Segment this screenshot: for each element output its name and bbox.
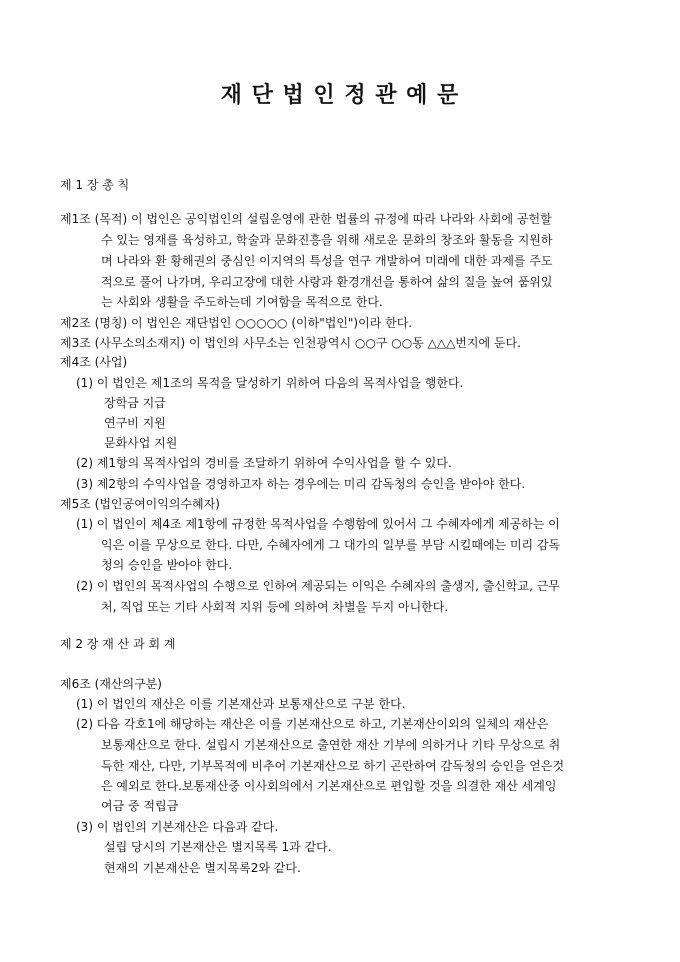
article-4-paragraph: (2) 제1항의 목적사업의 경비를 조달하기 위하여 수익사업을 할 수 있다. bbox=[76, 456, 452, 470]
article-6-paragraph: (3) 이 법인의 기본재산은 다음과 같다. bbox=[76, 820, 279, 834]
article-6-heading: 제6조 (재산의구분) bbox=[60, 677, 162, 691]
article-1-line: 는 사회와 생활을 주도하는데 기여함을 목적으로 한다. bbox=[101, 295, 383, 309]
article-1-line: 제1조 (목적) 이 법인은 공익법인의 설립운영에 관한 법률의 규정에 따라 나라와 사회에 공헌할 bbox=[60, 212, 552, 226]
article-5-heading: 제5조 (법인공여이익의수혜자) bbox=[60, 497, 220, 511]
article-5-paragraph: 익은 이를 무상으로 한다. 다만, 수혜자에게 그 대가의 일부를 부담 시킬때에는 미리 감독 bbox=[101, 538, 561, 552]
chapter-1-heading: 제 1 장 총 칙 bbox=[60, 178, 130, 192]
article-6-paragraph: (2) 다음 각호1에 해당하는 재산은 이를 기본재산으로 하고, 기본재산이외의 일체의 재산은 bbox=[76, 717, 549, 731]
document-title: 재 단 법 인 정 관 예 문 bbox=[220, 82, 460, 108]
article-6-list-item: 현재의 기본재산은 별지목록2와 같다. bbox=[104, 861, 301, 875]
chapter-2-heading: 제 2 장 재 산 과 회 계 bbox=[60, 637, 176, 651]
article-5-paragraph: 처, 직업 또는 기타 사회적 지위 등에 의하여 차별을 두지 아니한다. bbox=[101, 600, 449, 614]
article-5-paragraph: (2) 이 법인의 목적사업의 수행으로 인하여 제공되는 이익은 수혜자의 출생지, 출신학교, 근무 bbox=[76, 579, 560, 593]
article-6-paragraph: 보통재산으로 한다. 설립시 기본재산으로 출연한 재산 기부에 의하거나 기타 무상으로 취 bbox=[101, 738, 561, 752]
article-3: 제3조 (사무소의소재지) 이 법인의 사무소는 인천광역시 ○○구 ○○동 △△△번지에 둔다. bbox=[60, 336, 521, 350]
article-6-paragraph: 은 예외로 한다.보통재산중 이사회의에서 기본재산으로 편입할 것을 의결한 재산 세계잉 bbox=[101, 779, 557, 793]
article-5-paragraph: 청의 승인을 받아야 한다. bbox=[101, 558, 233, 572]
article-5-paragraph: (1) 이 법인이 제4조 제1항에 규정한 목적사업을 수행함에 있어서 그 수혜자에게 제공하는 이 bbox=[76, 517, 560, 531]
article-4-paragraph: (3) 제2항의 수익사업을 경영하고자 하는 경우에는 미리 감독청의 승인을 받아야 한다. bbox=[76, 477, 526, 491]
article-4-list-item: 문화사업 지원 bbox=[104, 436, 178, 450]
article-6-paragraph: (1) 이 법인의 재산은 이를 기본재산과 보통재산으로 구분 한다. bbox=[76, 697, 406, 711]
article-4-paragraph: (1) 이 법인은 제1조의 목적을 달성하기 위하여 다음의 목적사업을 행한다. bbox=[76, 376, 464, 390]
article-1-line: 수 있는 영재를 육성하고, 학술과 문화진흥을 위해 새로운 문화의 창조와 활동을 지원하 bbox=[101, 233, 553, 247]
article-4-list-item: 장학금 지급 bbox=[104, 396, 166, 410]
article-6-paragraph: 득한 재산, 다만, 기부목적에 비추어 기본재산으로 하기 곤란하여 감독청의 승인을 얻은것 bbox=[101, 759, 565, 773]
article-1-line: 적으로 풀어 나가며, 우리고장에 대한 사랑과 환경개선을 통하여 삶의 질을 높여 품위있 bbox=[101, 275, 553, 289]
article-4-heading: 제4조 (사업) bbox=[60, 355, 128, 369]
article-2: 제2조 (명칭) 이 법인은 재단법인 ○○○○○ (이하"법인")이라 한다. bbox=[60, 316, 413, 330]
article-1-line: 며 나라와 환 황해권의 중심인 이지역의 특성을 연구 개발하여 미래에 대한 과제를 주도 bbox=[101, 254, 553, 268]
article-6-list-item: 설립 당시의 기본재산은 별지목록 1과 같다. bbox=[104, 840, 332, 854]
article-6-paragraph: 여금 중 적립금 bbox=[101, 799, 179, 813]
article-4-list-item: 연구비 지원 bbox=[104, 416, 166, 430]
